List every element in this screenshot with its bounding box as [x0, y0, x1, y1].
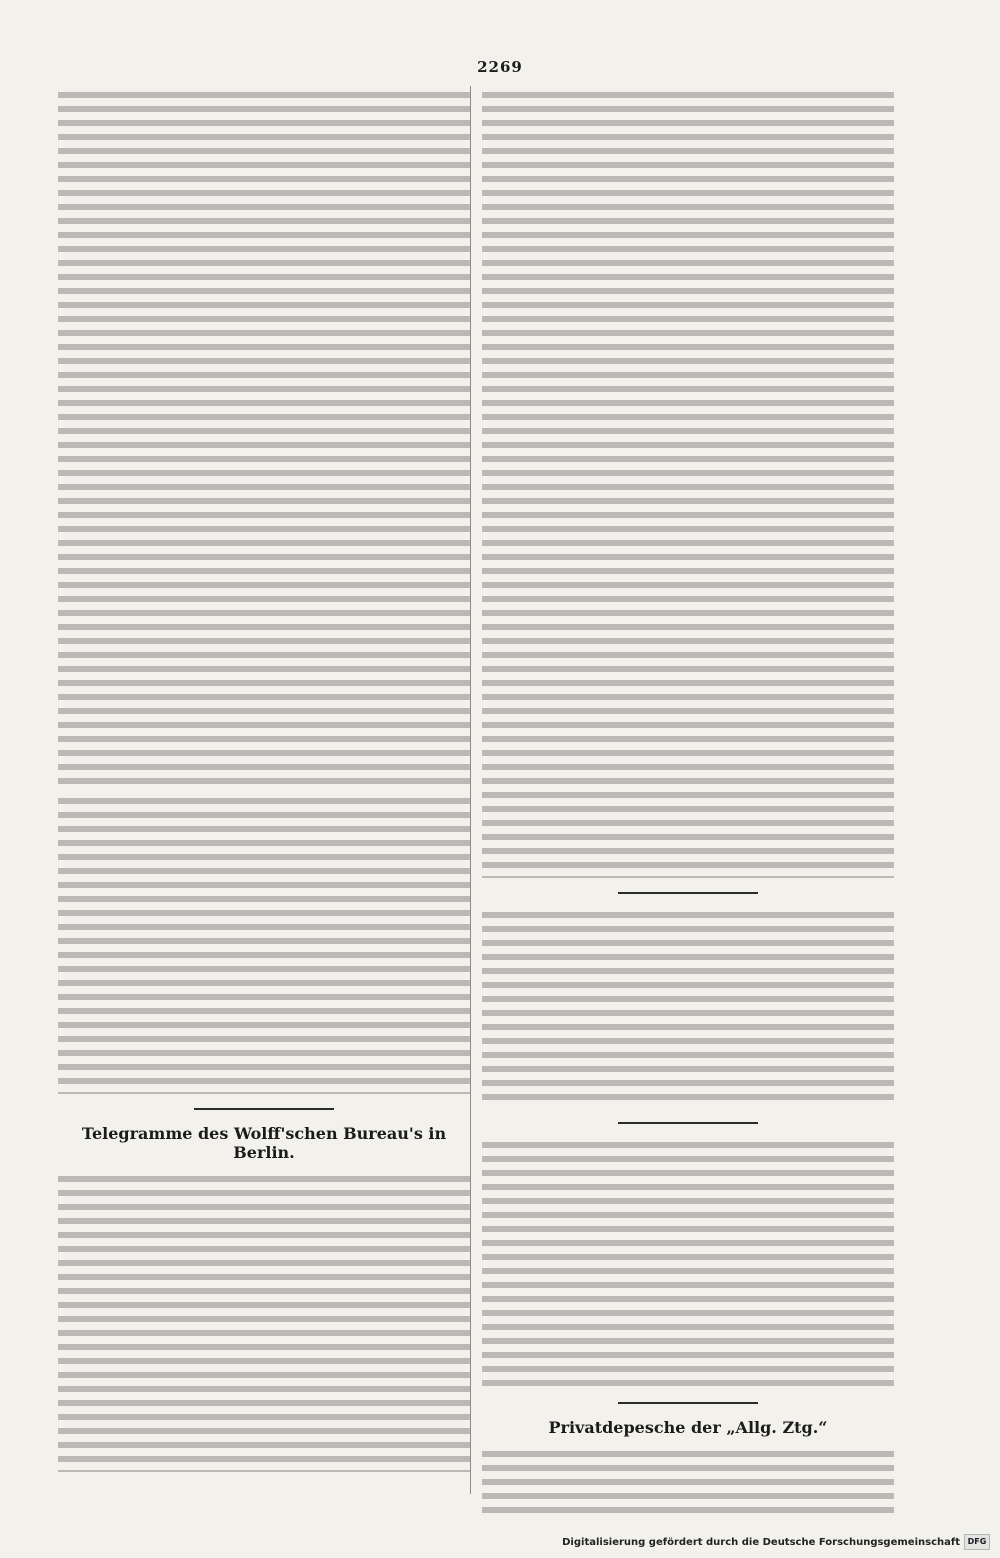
text-placeholder — [482, 1138, 894, 1388]
section-rule — [194, 1108, 334, 1110]
text-placeholder — [58, 1172, 470, 1472]
telegrams-block — [58, 1172, 470, 1472]
dfg-logo: DFG — [964, 1534, 990, 1550]
text-placeholder — [482, 88, 894, 878]
column-divider — [470, 86, 471, 1494]
section-rule — [618, 1402, 758, 1404]
digitization-credit: Digitalisierung gefördert durch die Deutsche Forschungsgemeinschaft — [562, 1537, 960, 1548]
mortality-report — [58, 88, 470, 788]
section-rule — [618, 892, 758, 894]
page-number: 2269 — [477, 58, 523, 76]
text-placeholder — [482, 1447, 894, 1517]
telegrams-continued — [482, 88, 894, 878]
text-placeholder — [482, 908, 894, 1108]
private-dispatch-heading: Privatdepesche der „Allg. Ztg.“ — [548, 1418, 828, 1437]
leipzig-report — [58, 794, 470, 1094]
market-table — [482, 1138, 894, 1388]
financial-reports — [482, 908, 894, 1108]
section-rule — [618, 1122, 758, 1124]
private-dispatch — [482, 1447, 894, 1517]
left-column — [58, 88, 470, 1472]
right-column — [482, 88, 894, 1517]
text-placeholder — [58, 88, 470, 788]
text-placeholder — [58, 794, 470, 1094]
telegrams-heading: Telegramme des Wolff'schen Bureau's in Berlin. — [81, 1124, 447, 1162]
